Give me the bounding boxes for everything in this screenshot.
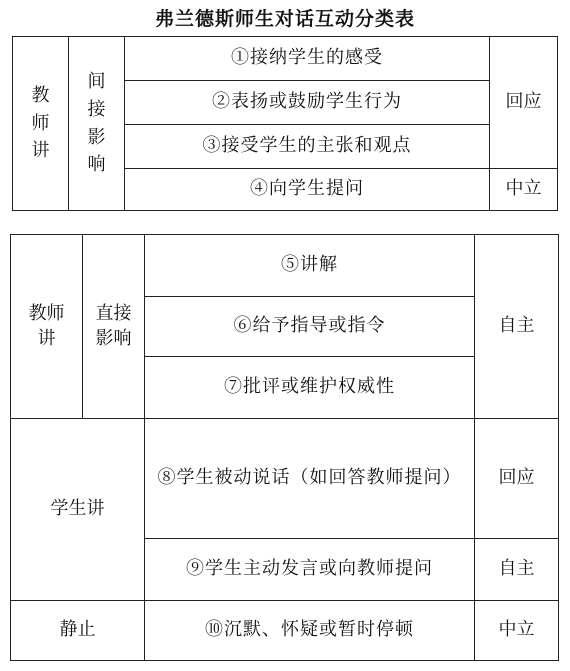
influence-char-2: 接: [87, 98, 106, 120]
indirect-influence-table: [12, 36, 558, 211]
category-item-10: ⑩沉默、怀疑或暂时停顿: [145, 601, 475, 661]
student-type-self-cell: 自主: [475, 539, 559, 601]
category-item-7: ⑦批评或维护权威性: [145, 357, 475, 419]
silence-label-cell: 静止: [11, 601, 145, 661]
influence-char-4: 响: [87, 154, 106, 176]
table-title: 弗兰德斯师生对话互动分类表: [154, 8, 415, 30]
category-item-6: ⑥给予指导或指令: [145, 297, 475, 357]
teacher-speaker-char-1: 教: [31, 84, 50, 106]
category-item-8: ⑧学生被动说话（如回答教师提问）: [145, 419, 475, 539]
category-item-1: ①接纳学生的感受: [125, 37, 490, 81]
direct-influence-cell: [83, 235, 145, 419]
teacher-speaker-cell: [13, 37, 69, 211]
category-item-9: ⑨学生主动发言或向教师提问: [145, 539, 475, 601]
direct-influence-line-2: 影响: [95, 327, 132, 349]
direct-influence-table: [10, 234, 559, 661]
teacher-speaker-line-1: 教师: [28, 303, 65, 325]
category-item-5: ⑤讲解: [145, 235, 475, 297]
teacher-speaker-char-3: 讲: [31, 140, 50, 162]
influence-char-3: 影: [87, 126, 106, 148]
student-speaker-cell: 学生讲: [11, 419, 145, 601]
type-neutral-cell: 中立: [490, 169, 558, 211]
teacher-speaker-line-2: 讲: [37, 327, 56, 349]
category-item-2: ②表扬或鼓励学生行为: [125, 81, 490, 125]
teacher-speaker-char-2: 师: [31, 112, 50, 134]
student-type-response-cell: 回应: [475, 419, 559, 539]
indirect-influence-cell: [69, 37, 125, 211]
category-item-4: ④向学生提问: [125, 169, 490, 211]
silence-type-cell: 中立: [475, 601, 559, 661]
category-item-3: ③接受学生的主张和观点: [125, 125, 490, 169]
teacher-speaker-cell-2: [11, 235, 83, 419]
direct-influence-line-1: 直接: [95, 303, 132, 325]
teacher-type-self-cell: 自主: [475, 235, 559, 419]
influence-char-1: 间: [87, 70, 106, 92]
type-response-cell: 回应: [490, 37, 558, 169]
